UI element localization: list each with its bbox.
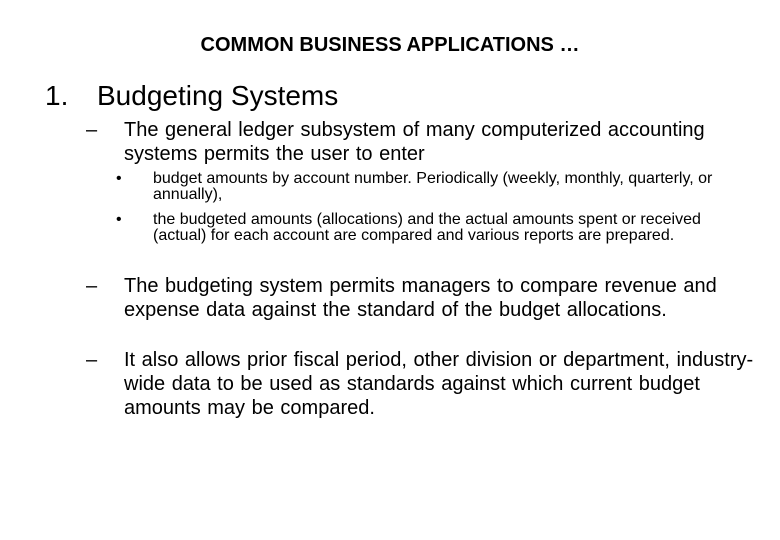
dot-bullet: •	[116, 211, 122, 228]
sub-list-item	[115, 212, 755, 244]
list-item-text: The budgeting system permits managers to compare revenue and expense data against the standard of the budget allocations.	[124, 275, 717, 321]
list-item	[86, 118, 756, 166]
list-item	[86, 274, 756, 322]
list-item	[86, 348, 756, 420]
section-heading-text: Budgeting Systems	[97, 80, 339, 111]
dash-bullet: –	[86, 349, 98, 371]
section-heading	[45, 80, 338, 112]
slide-title: COMMON BUSINESS APPLICATIONS …	[200, 34, 580, 56]
dash-bullet: –	[86, 119, 98, 141]
sub-list-item-text: the budgeted amounts (allocations) and the actual amounts spent or received (actual) for each account are compared and various reports are prepared.	[153, 211, 701, 244]
dot-bullet: •	[116, 170, 122, 187]
list-item-text: The general ledger subsystem of many computerized accounting systems permits the user to enter	[124, 119, 705, 165]
section-number: 1.	[45, 80, 69, 111]
sub-list-item-text: budget amounts by account number. Periodically (weekly, monthly, quarterly, or annually),	[153, 170, 713, 203]
sub-list-item	[115, 171, 755, 203]
list-item-text: It also allows prior fiscal period, other division or department, industry-wide data to be used as standards against which current budget amounts may be compared.	[124, 349, 754, 419]
dash-bullet: –	[86, 275, 98, 297]
